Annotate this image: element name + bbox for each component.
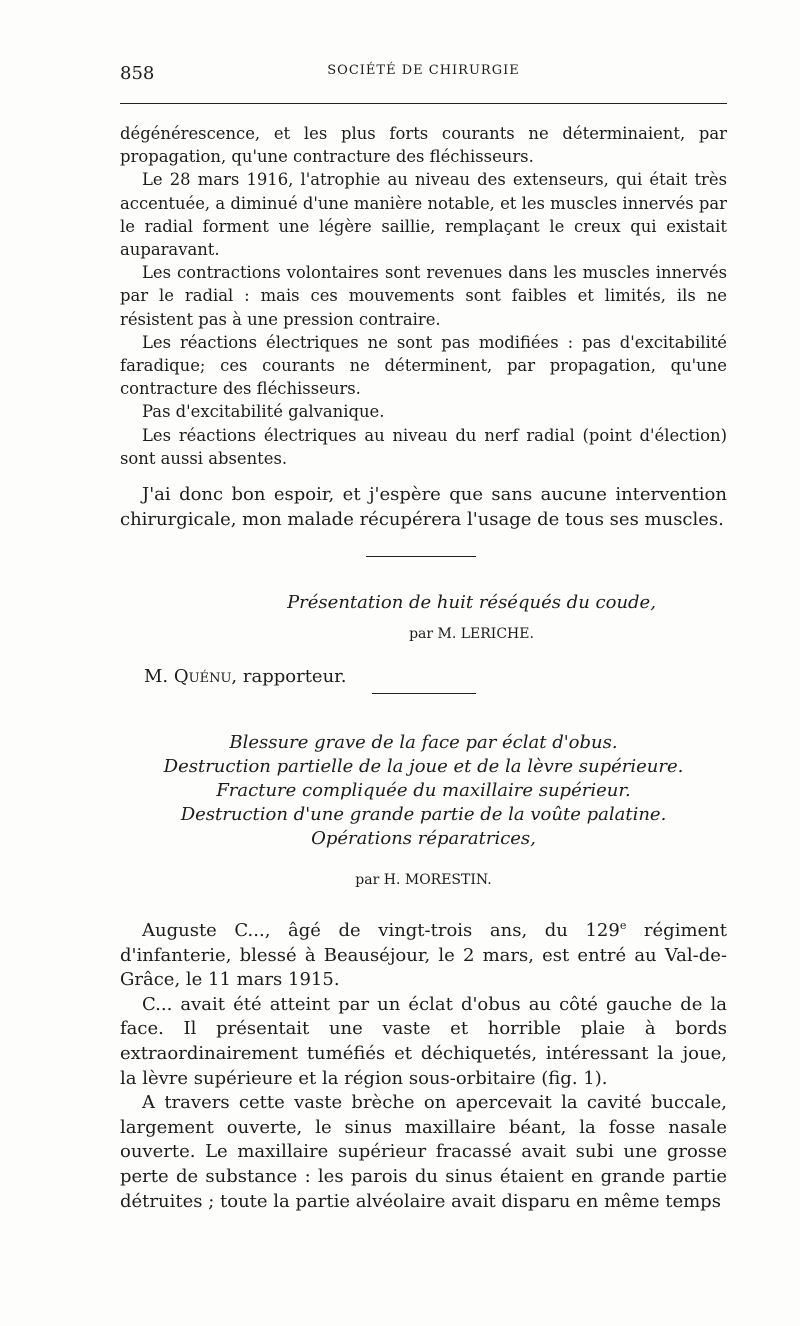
rapporteur-name: Quénu: [173, 666, 232, 687]
presentation-byline: par M. LERICHE.: [409, 626, 534, 642]
rapporteur-line: [144, 666, 347, 687]
paragraph: dégénérescence, et les plus forts courants ne déterminaient, par propagation, qu'une contracture des fléchisseurs.: [120, 124, 727, 167]
p1-end: régiment d'infanterie, blessé à Beauséjour, le 2 mars, est entré au Val-de-Grâce, le 11 mars 1915.: [120, 920, 727, 991]
article-title: [120, 731, 727, 851]
page-header: [120, 63, 727, 89]
conclusion-block: [120, 482, 727, 532]
separator-rule: [372, 693, 476, 694]
paragraph: C... avait été atteint par un éclat d'obus au côté gauche de la face. Il présentait une vaste et horrible plaie à bords extraordinairement tuméfiés et déchiquetés, intéressant la joue, la lèvre supérieure et la région sous-orbitaire (fig. 1).: [120, 993, 727, 1089]
presentation-title: Présentation de huit réséqués du coude,: [287, 592, 656, 613]
article-title-line: Opérations réparatrices,: [311, 828, 536, 849]
article-title-line: Destruction partielle de la joue et de la lèvre supérieure.: [163, 756, 684, 777]
running-title: SOCIÉTÉ DE CHIRURGIE: [327, 63, 520, 78]
paragraph: [120, 914, 727, 993]
paragraph: Pas d'excitabilité galvanique.: [142, 402, 385, 422]
p1-start: Auguste C..., âgé de vingt-trois ans, du 129: [142, 920, 620, 941]
rapporteur-suffix: , rapporteur.: [231, 666, 347, 687]
paragraph: Les contractions volontaires sont revenues dans les muscles innervés par le radial : mais ces mouvements sont faibles et limités, ils ne résistent pas à une pression contraire.: [120, 263, 727, 329]
separator-rule: [366, 556, 476, 557]
article-body: [120, 914, 727, 1214]
paragraph: A travers cette vaste brèche on apercevait la cavité buccale, largement ouverte, le sinus maxillaire béant, la fosse nasale ouverte. Le maxillaire supérieur fracassé avait subi une grosse perte de substance : les parois du sinus étaient en grande partie détruites ; toute la partie alvéolaire avait disparu en même temps: [120, 1092, 727, 1212]
section1-body: [120, 122, 727, 470]
paragraph: Les réactions électriques au niveau du nerf radial (point d'élection) sont aussi absentes.: [120, 425, 727, 468]
article-title-line: Fracture compliquée du maxillaire supérieur.: [216, 780, 631, 801]
paragraph: Les réactions électriques ne sont pas modifiées : pas d'excitabilité faradique; ces courants ne déterminent, par propagation, qu'une contracture des fléchisseurs.: [120, 332, 727, 399]
conclusion-paragraph: J'ai donc bon espoir, et j'espère que sans aucune intervention chirurgicale, mon malade récupérera l'usage de tous ses muscles.: [120, 484, 727, 530]
p1-superscript: e: [619, 919, 627, 932]
paragraph: Le 28 mars 1916, l'atrophie au niveau des extenseurs, qui était très accentuée, a diminué d'une manière notable, et les muscles innervés par le radial forment une légère saillie, remplaçant le creux qui existait auparavant.: [120, 170, 727, 260]
page-number: 858: [120, 63, 155, 84]
header-rule: [120, 103, 727, 104]
article-byline: par H. MORESTIN.: [355, 872, 492, 888]
rapporteur-prefix: M.: [144, 666, 174, 687]
article-title-line: Destruction d'une grande partie de la voûte palatine.: [180, 804, 667, 825]
article-title-line: Blessure grave de la face par éclat d'obus.: [229, 732, 618, 753]
